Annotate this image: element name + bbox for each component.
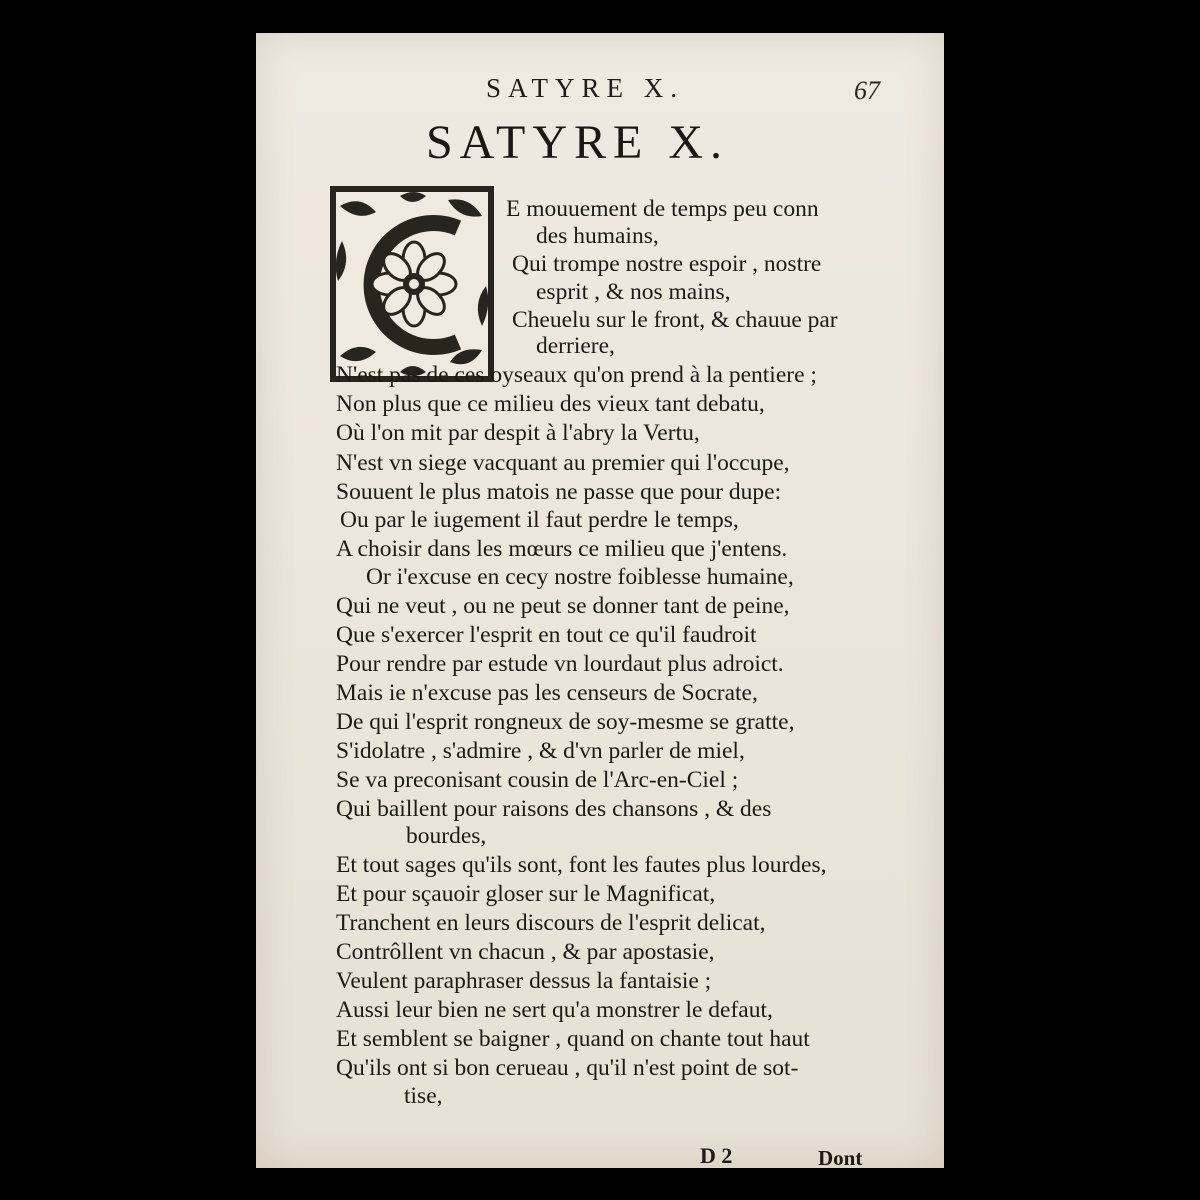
text-line: Cheuelu sur le front, & chauue par [512,307,838,333]
running-head: SATYRE X. [486,73,685,103]
text-line: Contrôllent vn chacun , & par apostasie, [336,939,715,965]
text-line: Et pour sçauoir gloser sur le Magnificat, [336,881,716,907]
text-line: Tranchent en leurs discours de l'esprit delicat, [336,910,766,936]
text-line: Pour rendre par estude vn lourdaut plus adroict. [336,651,784,677]
text-line: A choisir dans les mœurs ce milieu que j'entens. [336,536,788,562]
text-line: E mouuement de temps peu conn [506,196,819,222]
text-line: Non plus que ce milieu des vieux tant debatu, [336,391,765,417]
page-title: SATYRE X. [426,116,730,169]
text-line: S'idolatre , s'admire , & d'vn parler de miel, [336,738,745,764]
text-line: tise, [404,1083,443,1109]
text-line: des humains, [536,223,659,249]
text-line: Et semblent se baigner , quand on chante tout haut [336,1026,810,1052]
text-line: bourdes, [406,823,487,849]
text-line: Que s'exercer l'esprit en tout ce qu'il faudroit [336,622,757,648]
text-line: Et tout sages qu'ils sont, font les fautes plus lourdes, [336,852,827,878]
text-line: Veulent paraphraser dessus la fantaisie ; [336,968,712,994]
text-line: Se va preconisant cousin de l'Arc-en-Ciel ; [336,767,739,793]
text-line: Qui baillent pour raisons des chansons , & des [336,796,772,822]
decorated-initial-c-icon [330,186,494,382]
text-line: Qui ne veut , ou ne peut se donner tant de peine, [336,593,790,619]
text-line: N'est pas de ces oyseaux qu'on prend à la pentiere ; [336,362,817,388]
text-line: Mais ie n'excuse pas les censeurs de Socrate, [336,680,758,706]
catchword: Dont [818,1146,863,1170]
text-line: Ou par le iugement il faut perdre le temps, [340,507,739,533]
text-line: esprit , & nos mains, [536,279,731,305]
book-page [256,33,944,1168]
signature-mark: D 2 [700,1143,733,1168]
text-line: derriere, [536,333,615,359]
text-line: Souuent le plus matois ne passe que pour dupe: [336,479,782,505]
text-line: Qui trompe nostre espoir , nostre [512,251,822,277]
page-number: 67 [854,76,880,105]
text-line: Où l'on mit par despit à l'abry la Vertu, [336,420,700,446]
text-line: Aussi leur bien ne sert qu'a monstrer le defaut, [336,997,773,1023]
text-line: Qu'ils ont si bon cerueau , qu'il n'est point de sot- [336,1055,799,1081]
text-line: De qui l'esprit rongneux de soy-mesme se gratte, [336,709,795,735]
text-line: N'est vn siege vacquant au premier qui l'occupe, [336,450,790,476]
text-line: Or i'excuse en cecy nostre foiblesse humaine, [366,564,794,590]
